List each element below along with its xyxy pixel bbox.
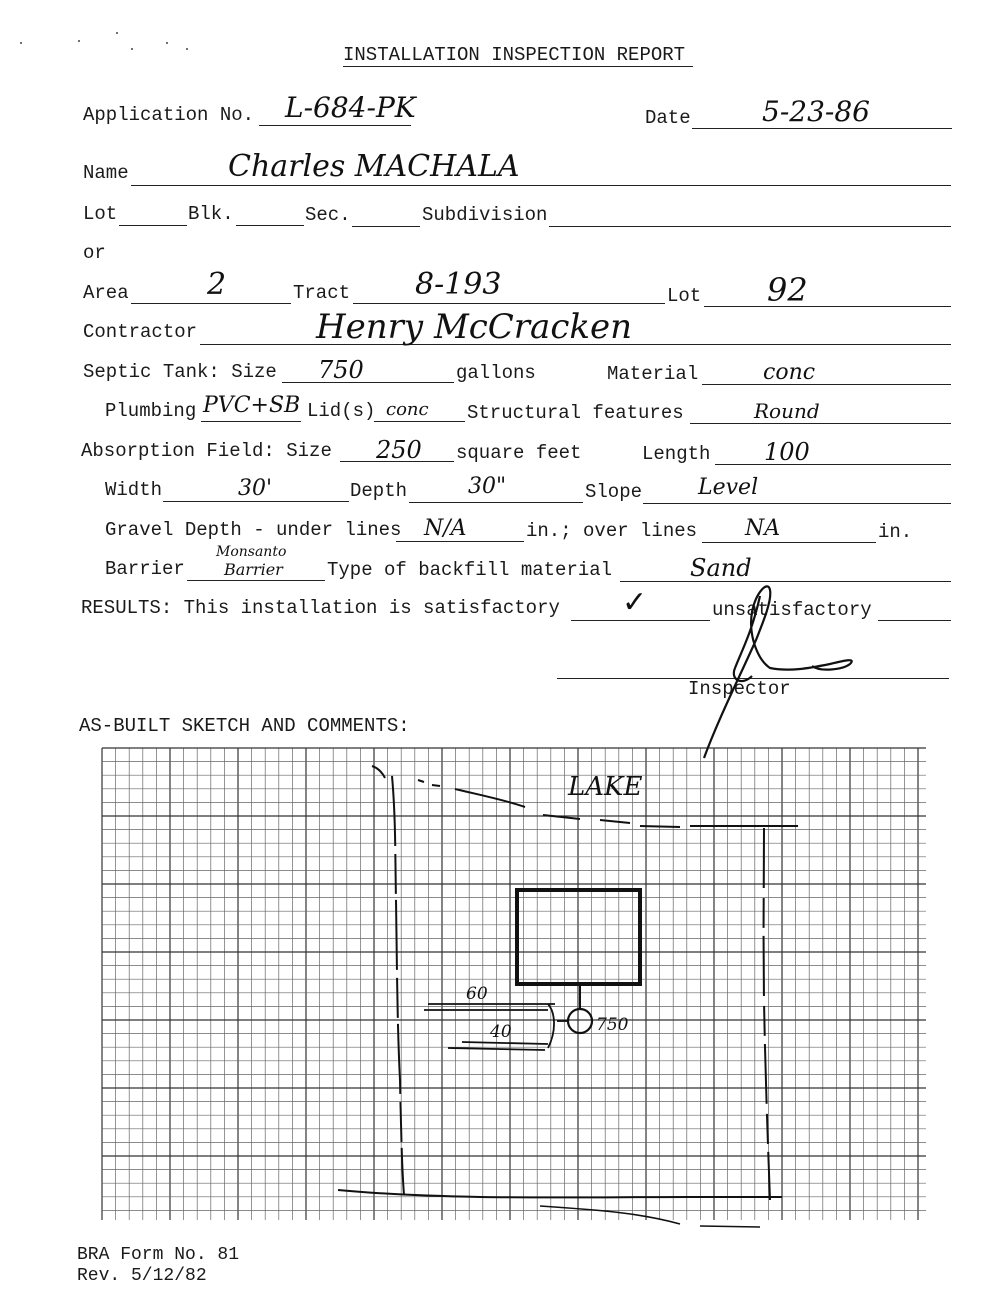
septic-label: Septic Tank: Size (83, 361, 277, 383)
area-value: 2 (207, 267, 227, 302)
drain-line-60 (424, 1004, 555, 1010)
sec-label: Sec. (305, 204, 351, 226)
sketch-dim-60: 60 (466, 984, 488, 1004)
in-over-label: in.; over lines (526, 520, 698, 542)
slope-value: Level (698, 475, 759, 500)
results-label: RESULTS: This installation is satisfactory (81, 597, 560, 619)
form-title: INSTALLATION INSPECTION REPORT (343, 44, 686, 66)
backfill-label: Type of backfill material (327, 559, 613, 581)
graph-paper-grid (102, 748, 926, 1220)
in-label: in. (878, 521, 913, 543)
sketch-tank-750: 750 (596, 1015, 629, 1035)
application-number: L-684-PK (285, 91, 416, 124)
septic-tank-circle (568, 1009, 592, 1033)
name-value: Charles MACHALA (228, 149, 520, 184)
contractor-value: Henry McCracken (316, 307, 632, 347)
application-label: Application No. (83, 104, 255, 126)
form-number: BRA Form No. 81 (77, 1245, 240, 1265)
blk-label: Blk. (188, 203, 234, 225)
sqft-label: square feet (456, 442, 582, 464)
length-label: Length (642, 443, 711, 465)
backfill-value: Sand (690, 554, 752, 582)
depth-value: 30" (468, 474, 507, 499)
gravel-over-value: NA (745, 516, 781, 541)
drain-line-40 (448, 1042, 548, 1050)
sketch-dim-40: 40 (490, 1022, 512, 1042)
depth-label: Depth (350, 480, 408, 502)
gravel-label: Gravel Depth - under lines (105, 519, 402, 541)
date-label: Date (645, 107, 691, 129)
structural-label: Structural features (467, 402, 684, 424)
barrier-value-bottom: Barrier (224, 560, 283, 579)
satisfactory-checkmark: ✓ (622, 585, 648, 620)
structural-value: Round (754, 399, 820, 423)
absorption-label: Absorption Field: Size (81, 440, 332, 462)
tank-size-value: 750 (318, 356, 364, 384)
lot2-value: 92 (767, 271, 808, 309)
shoreline-stroke (418, 780, 525, 807)
date-value: 5-23-86 (762, 95, 870, 128)
sketch-heading: AS-BUILT SKETCH AND COMMENTS: (79, 715, 410, 737)
sketch-lake-label: LAKE (568, 772, 643, 802)
tract-label: Tract (293, 282, 351, 304)
inspector-signature-scribble (704, 586, 852, 758)
name-label: Name (83, 162, 129, 184)
material-label: Material (607, 363, 699, 385)
length-value: 100 (764, 438, 810, 466)
lids-label: Lid(s) (307, 400, 376, 422)
width-label: Width (105, 479, 163, 501)
plumbing-label: Plumbing (105, 400, 197, 422)
lot-label: Lot (83, 203, 118, 225)
inspector-label: Inspector (688, 678, 791, 700)
plumbing-value: PVC+SB (203, 393, 301, 418)
gallons-label: gallons (456, 362, 536, 384)
bottom-ground-line (540, 1206, 760, 1227)
tract-value: 8-193 (415, 267, 502, 302)
form-revision: Rev. 5/12/82 (77, 1266, 207, 1286)
gravel-under-value: N/A (424, 516, 467, 541)
slope-label: Slope (585, 481, 643, 503)
unsatisfactory-label: unsatisfactory (712, 599, 872, 621)
field-size-value: 250 (376, 436, 422, 464)
shoreline-stroke (543, 815, 798, 827)
or-label: or (83, 242, 106, 264)
width-value: 30' (238, 476, 273, 501)
barrier-label: Barrier (105, 558, 185, 580)
barrier-value-top: Monsanto (216, 544, 287, 560)
area-label: Area (83, 282, 129, 304)
material-value: conc (763, 360, 816, 385)
subdivision-label: Subdivision (422, 204, 548, 226)
left-property-line (392, 776, 404, 1195)
contractor-label: Contractor (83, 321, 198, 343)
lids-value: conc (386, 399, 429, 420)
lot2-label: Lot (667, 285, 702, 307)
